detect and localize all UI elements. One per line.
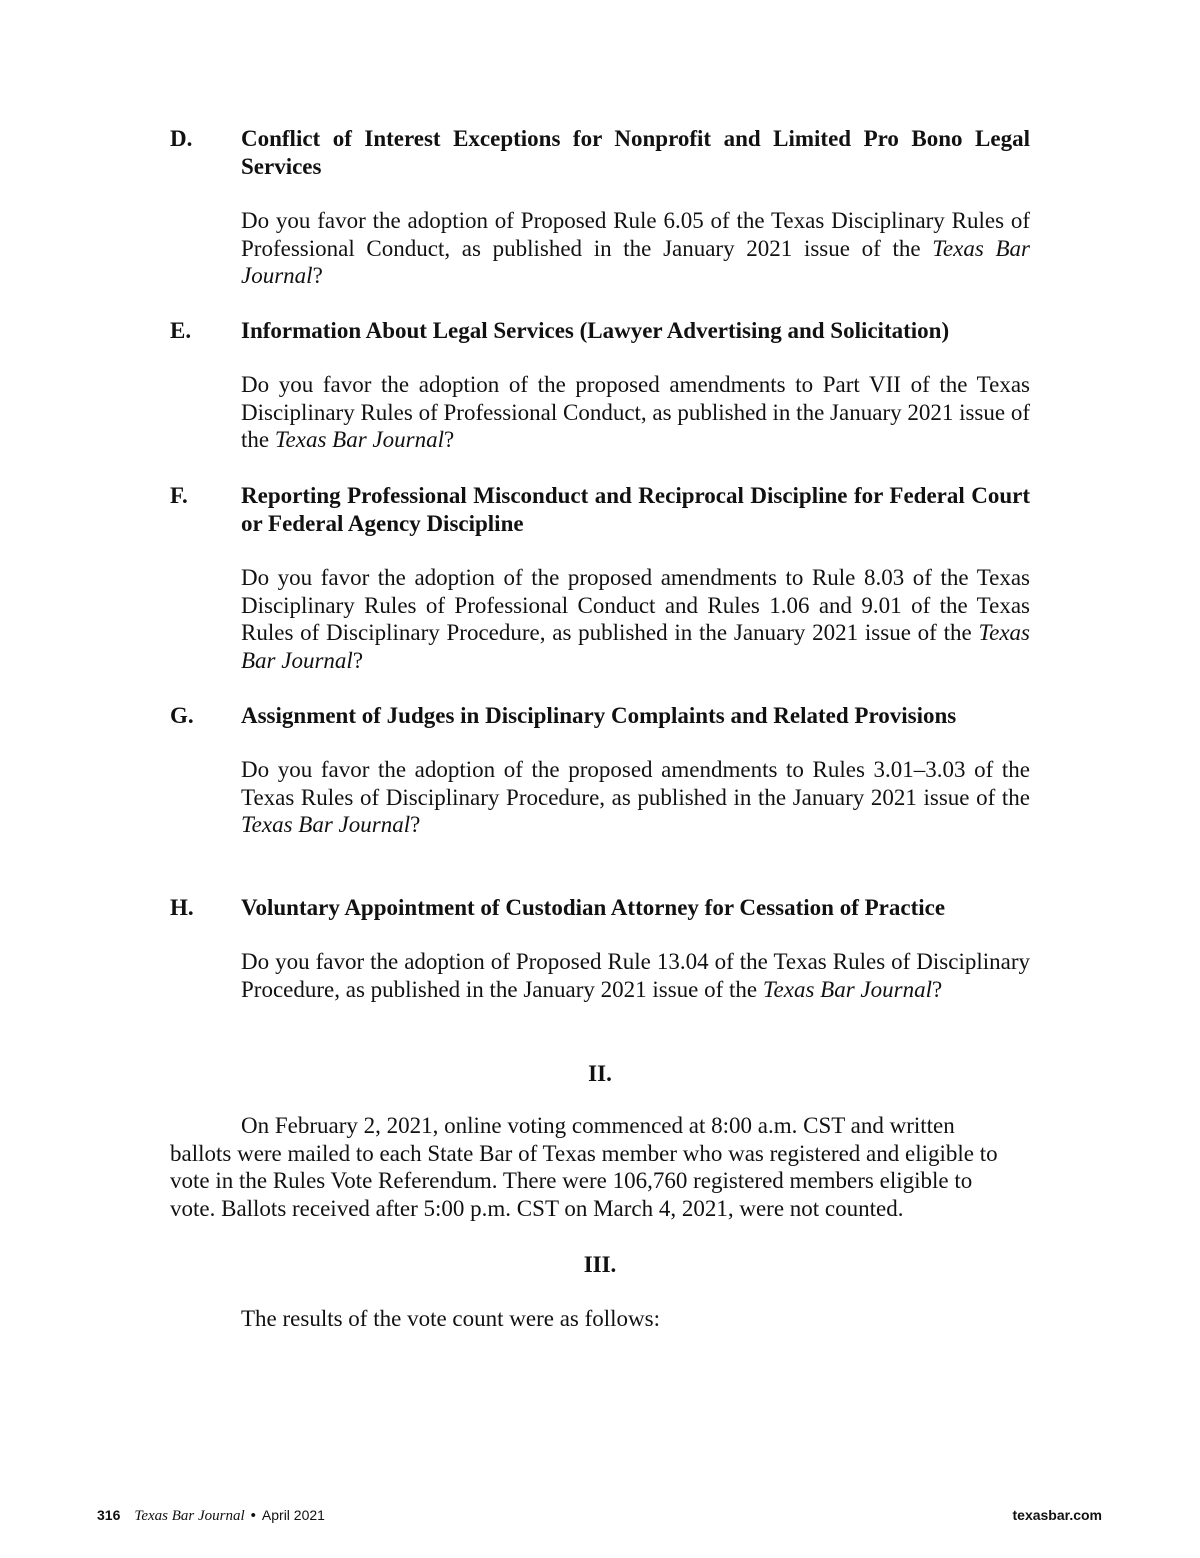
- footer-left: [97, 1505, 325, 1526]
- item-g: [170, 702, 1030, 839]
- item-heading: Voluntary Appointment of Custodian Attorney for Cessation of Practice: [241, 895, 946, 920]
- item-heading: Assignment of Judges in Disciplinary Complaints and Related Provisions: [241, 703, 957, 728]
- page-number: 316: [97, 1507, 121, 1523]
- item-letter: D.: [170, 126, 193, 151]
- item-f: [170, 482, 1030, 674]
- issue-date: April 2021: [261, 1507, 325, 1523]
- item-letter: E.: [170, 318, 192, 343]
- item-heading: Reporting Professional Misconduct and Reciprocal Discipline for Federal Court or Federal Agency Discipline: [241, 483, 1030, 536]
- section-numeral-iii: III.: [583, 1252, 617, 1277]
- item-heading: Conflict of Interest Exceptions for Nonprofit and Limited Pro Bono Legal Services: [241, 126, 1030, 179]
- item-heading: Information About Legal Services (Lawyer Advertising and Solicitation): [241, 318, 950, 343]
- item-question: Do you favor the adoption of Proposed Rule 6.05 of the Texas Disciplinary Rules of Professional Conduct, as published in the January 2021 issue of the Texas Bar Journal?: [241, 208, 1030, 288]
- section-ii-paragraph: On February 2, 2021, online voting commenced at 8:00 a.m. CST and written ballots were mailed to each State Bar of Texas member who was registered and eligible to vote in the Rules Vote Referendum. There were 106,760 registered members eligible to vote. Ballots received after 5:00 p.m. CST on March 4, 2021, were not counted.: [170, 1113, 998, 1221]
- section-iii-paragraph: The results of the vote count were as follows:: [241, 1306, 660, 1331]
- item-e: [170, 317, 1030, 454]
- item-d: [170, 125, 1030, 290]
- item-letter: G.: [170, 703, 194, 728]
- item-question: Do you favor the adoption of Proposed Rule 13.04 of the Texas Rules of Disciplinary Procedure, as published in the January 2021 issue of the Texas Bar Journal?: [241, 949, 1030, 1002]
- item-letter: H.: [170, 895, 194, 920]
- item-question: Do you favor the adoption of the proposed amendments to Rule 8.03 of the Texas Disciplinary Rules of Professional Conduct and Rules 1.06 and 9.01 of the Texas Rules of Disciplinary Procedure, as published in the January 2021 issue of the Texas Bar Journal?: [241, 565, 1030, 673]
- item-letter: F.: [170, 483, 188, 508]
- footer-bullet: •: [250, 1507, 256, 1524]
- footer-site: texasbar.com: [1012, 1507, 1102, 1523]
- item-h: [170, 894, 1030, 1003]
- item-question: Do you favor the adoption of the proposed amendments to Part VII of the Texas Disciplinary Rules of Professional Conduct, as published in the January 2021 issue of the Texas Bar Journal?: [241, 372, 1030, 452]
- journal-name: Texas Bar Journal: [134, 1508, 245, 1524]
- section-numeral-ii: II.: [588, 1061, 612, 1086]
- item-question: Do you favor the adoption of the proposed amendments to Rules 3.01–3.03 of the Texas Rules of Disciplinary Procedure, as published in the January 2021 issue of the Texas Bar Journal?: [241, 757, 1030, 837]
